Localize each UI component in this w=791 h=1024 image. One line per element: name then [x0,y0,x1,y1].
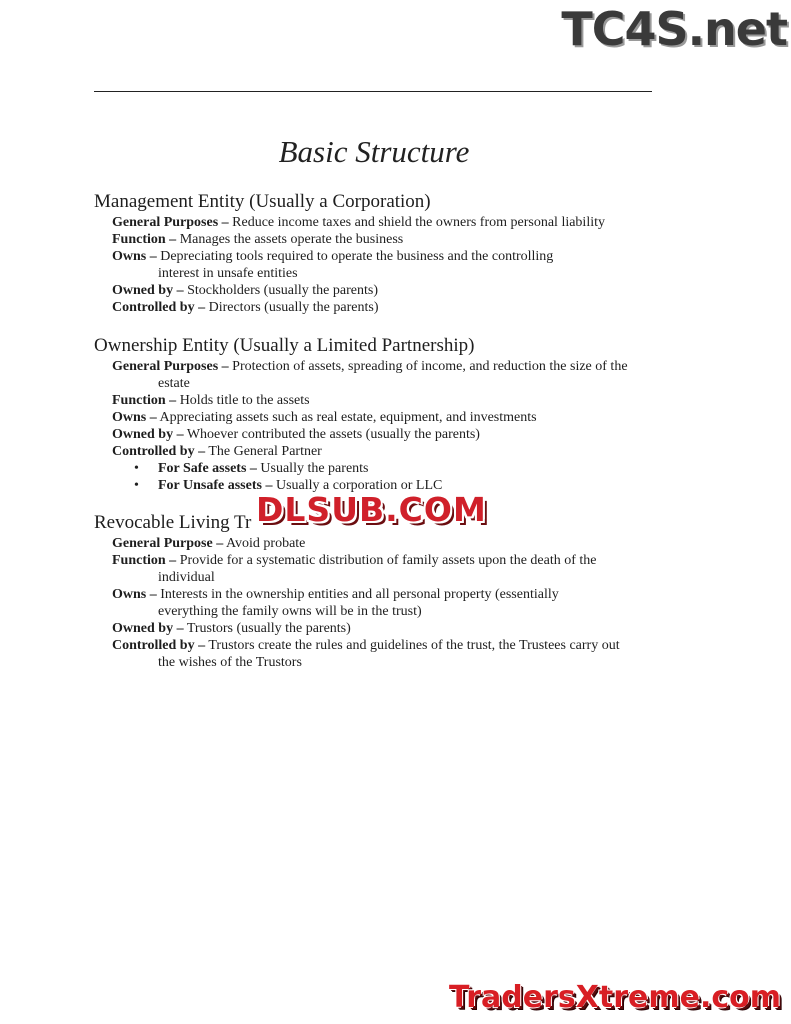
section-heading: Revocable Living Tr [94,512,252,533]
section-management-entity [94,191,664,316]
item-text: Whoever contributed the assets (usually the parents) [186,427,480,442]
list-item [94,552,638,586]
item-label: Owns – [112,249,157,264]
item-text: Trustors create the rules and guidelines of the trust, the Trustees carry out the wishes of the Trustors [158,638,620,670]
item-text: Depreciating tools required to operate the business and the controlling interest in unsafe entities [158,249,554,281]
item-text: Holds title to the assets [179,393,310,408]
item-text: Directors (usually the parents) [208,300,379,315]
list-item [94,299,664,316]
item-label: General Purposes – [112,359,229,374]
list-item [94,282,664,299]
item-label: Owns – [112,410,157,425]
header-rule [94,91,652,92]
list-item [94,358,636,392]
tradersxtreme-watermark: TradersXtreme.com [449,980,781,1015]
section-ownership-entity [94,335,664,494]
item-label: Controlled by – [112,444,206,459]
list-item [94,214,664,231]
list-item [94,248,588,282]
bullet-label: For Unsafe assets – [158,478,273,493]
bullet-item-safe-assets [94,460,664,477]
list-item [94,409,664,426]
list-item [94,586,610,620]
item-text: Avoid probate [225,536,306,551]
bullet-text: Usually the parents [260,461,369,476]
item-label: Function – [112,232,177,247]
item-text: The General Partner [208,444,322,459]
item-text: Protection of assets, spreading of income, and reduction the size of the estate [158,359,628,391]
page-title: Basic Structure [278,134,470,169]
item-label: Owns – [112,587,157,602]
bullet-label: For Safe assets – [158,461,257,476]
item-label: Function – [112,553,177,568]
item-label: General Purpose – [112,536,224,551]
item-text: Appreciating assets such as real estate, equipment, and investments [159,410,537,425]
list-item [94,231,664,248]
bullet-glyph: • [134,478,139,493]
item-text: Provide for a systematic distribution of family assets upon the death of the individual [158,553,597,585]
item-text: Stockholders (usually the parents) [187,283,378,298]
item-label: Controlled by – [112,300,206,315]
list-item [94,620,664,637]
item-text: Manages the assets operate the business [179,232,404,247]
item-label: Owned by – [112,283,184,298]
item-text: Reduce income taxes and shield the owners from personal liability [232,215,605,230]
section-heading: Management Entity (Usually a Corporation) [94,191,431,212]
list-item [94,443,664,460]
list-item [94,392,664,409]
item-label: Controlled by – [112,638,206,653]
item-label: Owned by – [112,427,184,442]
list-item [94,426,664,443]
item-label: Function – [112,393,177,408]
section-revocable-living-trust [94,512,664,671]
item-text: Trustors (usually the parents) [186,621,351,636]
item-text: Interests in the ownership entities and all personal property (essentially everything the family owns will be in the trust) [158,587,559,619]
tc4s-watermark: TC4S.net [561,2,787,56]
list-item [94,637,638,671]
bullet-glyph: • [134,461,139,476]
item-label: General Purposes – [112,215,229,230]
list-item [94,535,664,552]
section-heading: Ownership Entity (Usually a Limited Partnership) [94,335,475,356]
dlsub-watermark: DLSUB.COM [256,490,487,529]
bullet-text: Usually a corporation or LLC [275,478,443,493]
item-label: Owned by – [112,621,184,636]
